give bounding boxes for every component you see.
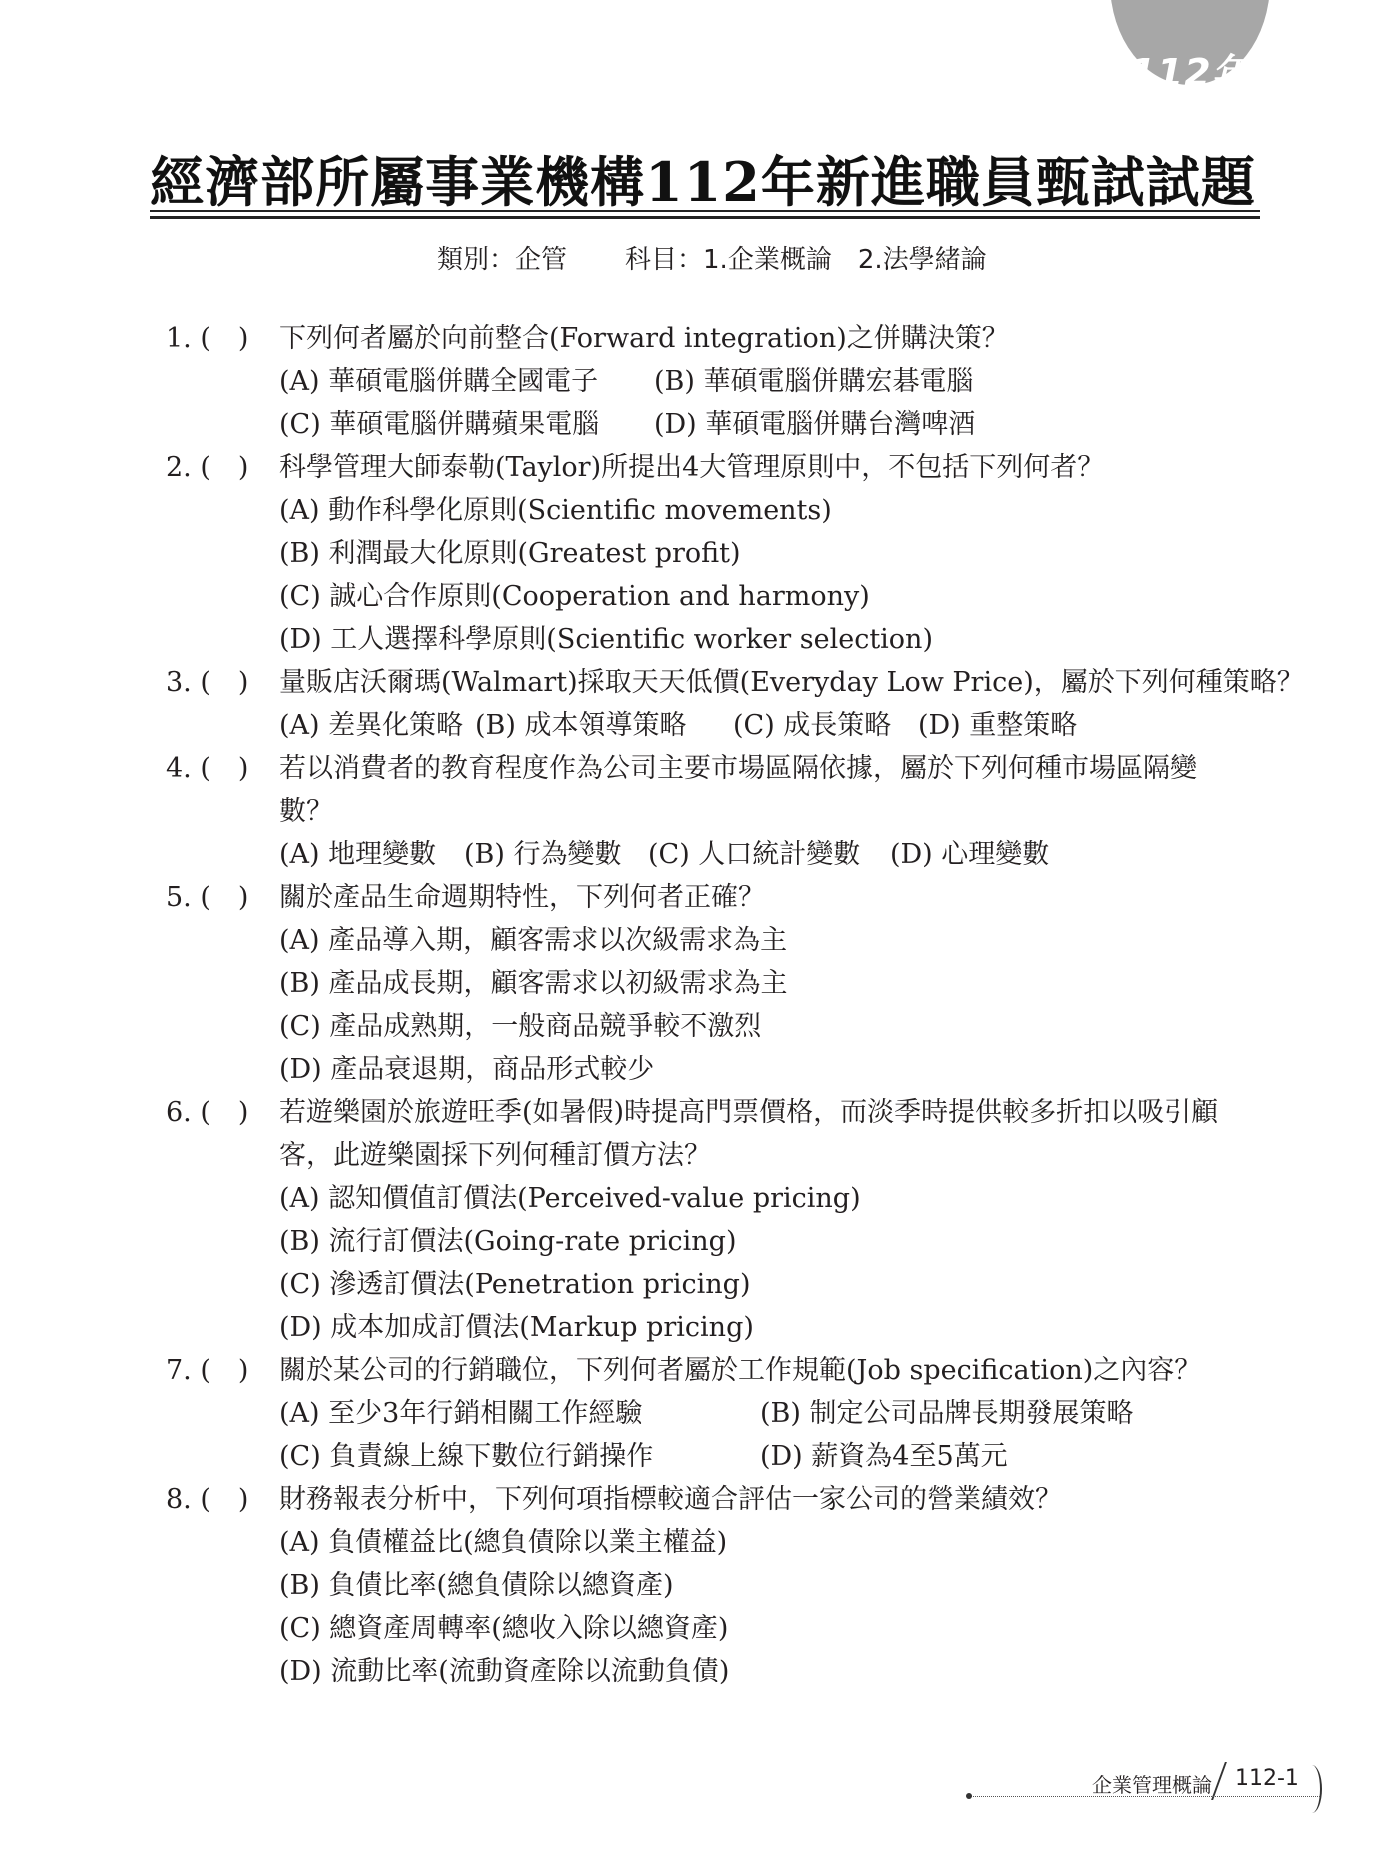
question-stem-continued: 數？	[279, 796, 333, 827]
option-b: (B) 行為變數	[464, 839, 622, 870]
option-d: (D) 產品衰退期，商品形式較少	[279, 1054, 655, 1085]
option-a: (A) 動作科學化原則(Scientific movements)	[279, 495, 832, 526]
question-stem: 關於某公司的行銷職位，下列何者屬於工作規範(Job specification)之內容？	[279, 1355, 1202, 1386]
option-a: (A) 負債權益比(總負債除以業主權益)	[279, 1527, 728, 1558]
year-label: 112年	[1129, 51, 1251, 95]
option-c: (C) 人口統計變數	[648, 839, 861, 870]
footer-divider	[1211, 1762, 1227, 1800]
option-d: (D) 重整策略	[918, 710, 1078, 741]
footer-rule	[970, 1796, 1320, 1797]
option-a: (A) 至少3年行銷相關工作經驗	[279, 1398, 643, 1429]
question-stem: 財務報表分析中，下列何項指標較適合評估一家公司的營業績效？	[279, 1484, 1062, 1515]
option-b: (B) 制定公司品牌長期發展策略	[760, 1398, 1134, 1429]
option-a: (A) 地理變數	[279, 839, 437, 870]
option-b: (B) 華碩電腦併購宏碁電腦	[654, 366, 974, 397]
option-d: (D) 心理變數	[890, 839, 1050, 870]
question-stem: 若以消費者的教育程度作為公司主要市場區隔依據，屬於下列何種市場區隔變	[279, 753, 1197, 784]
option-b: (B) 成本領導策略	[475, 710, 687, 741]
question-stem-continued: 客，此遊樂園採下列何種訂價方法？	[279, 1140, 711, 1171]
title-rule-thin	[150, 210, 1260, 212]
option-d: (D) 薪資為4至5萬元	[760, 1441, 1008, 1472]
footer-curve	[1302, 1765, 1322, 1813]
option-b: (B) 利潤最大化原則(Greatest profit)	[279, 538, 741, 569]
option-c: (C) 負責線上線下數位行銷操作	[279, 1441, 654, 1472]
question-number: 6. ( )	[166, 1097, 249, 1128]
page-title: 經濟部所屬事業機構112年新進職員甄試試題	[150, 150, 1256, 214]
option-b: (B) 產品成長期，顧客需求以初級需求為主	[279, 968, 788, 999]
option-b: (B) 流行訂價法(Going-rate pricing)	[279, 1226, 737, 1257]
option-c: (C) 成長策略	[733, 710, 892, 741]
footer-dot	[966, 1793, 972, 1799]
option-c: (C) 誠心合作原則(Cooperation and harmony)	[279, 581, 870, 612]
exam-subject: 科目：1.企業概論 2.法學緒論	[625, 245, 987, 275]
option-d: (D) 流動比率(流動資產除以流動負債)	[279, 1656, 730, 1687]
question-number: 1. ( )	[166, 323, 249, 354]
question-stem: 關於產品生命週期特性，下列何者正確？	[279, 882, 765, 913]
exam-subtitle	[437, 239, 987, 276]
option-c: (C) 產品成熟期，一般商品競爭較不激烈	[279, 1011, 762, 1042]
option-a: (A) 華碩電腦併購全國電子	[279, 366, 599, 397]
option-a: (A) 認知價值訂價法(Perceived-value pricing)	[279, 1183, 861, 1214]
question-number: 2. ( )	[166, 452, 249, 483]
question-stem: 下列何者屬於向前整合(Forward integration)之併購決策？	[279, 323, 1009, 354]
exam-category: 類別：企管	[437, 245, 568, 275]
page-number: 112-1	[1235, 1766, 1299, 1791]
question-number: 7. ( )	[166, 1355, 249, 1386]
question-number: 4. ( )	[166, 753, 249, 784]
question-number: 5. ( )	[166, 882, 249, 913]
question-stem: 量販店沃爾瑪(Walmart)採取天天低價(Everyday Low Price)，屬於下列何種策略？	[279, 667, 1304, 698]
option-c: (C) 華碩電腦併購蘋果電腦	[279, 409, 600, 440]
question-stem: 科學管理大師泰勒(Taylor)所提出4大管理原則中，不包括下列何者？	[279, 452, 1105, 483]
option-a: (A) 差異化策略	[279, 710, 464, 741]
footer-book-label: 企業管理概論	[1092, 1773, 1212, 1797]
option-d: (D) 工人選擇科學原則(Scientific worker selection)	[279, 624, 933, 655]
question-number: 8. ( )	[166, 1484, 249, 1515]
option-b: (B) 負債比率(總負債除以總資產)	[279, 1570, 674, 1601]
question-number: 3. ( )	[166, 667, 249, 698]
option-d: (D) 華碩電腦併購台灣啤酒	[654, 409, 976, 440]
option-a: (A) 產品導入期，顧客需求以次級需求為主	[279, 925, 788, 956]
option-d: (D) 成本加成訂價法(Markup pricing)	[279, 1312, 754, 1343]
question-stem: 若遊樂園於旅遊旺季(如暑假)時提高門票價格，而淡季時提供較多折扣以吸引顧	[279, 1097, 1219, 1128]
option-c: (C) 滲透訂價法(Penetration pricing)	[279, 1269, 751, 1300]
option-c: (C) 總資產周轉率(總收入除以總資產)	[279, 1613, 729, 1644]
title-rule-thick	[150, 216, 1260, 219]
